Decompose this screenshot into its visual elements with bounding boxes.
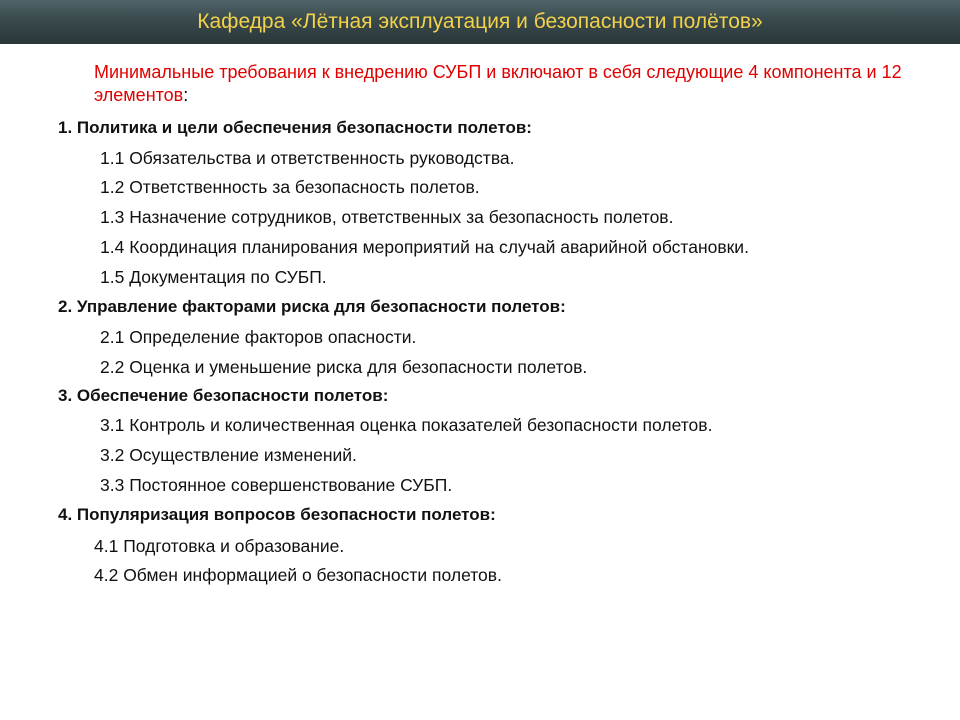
section-heading: 2. Управление факторами риска для безопасности полетов: (58, 297, 566, 316)
list-item: 3.2 Осуществление изменений. (100, 445, 357, 465)
list-item: 3.3 Постоянное совершенствование СУБП. (100, 475, 453, 495)
list-item: 4.2 Обмен информацией о безопасности полетов. (94, 565, 502, 585)
list-item: 1.1 Обязательства и ответственность руководства. (100, 148, 515, 168)
page-title: Кафедра «Лётная эксплуатация и безопасности полётов» (197, 10, 763, 33)
section-heading: 1. Политика и цели обеспечения безопасности полетов: (58, 118, 532, 137)
list-item: 1.4 Координация планирования мероприятий на случай аварийной обстановки. (100, 237, 749, 257)
list-item: 2.1 Определение факторов опасности. (100, 327, 417, 347)
list-item: 4.1 Подготовка и образование. (94, 536, 345, 556)
list-item: 1.5 Документация по СУБП. (100, 267, 327, 287)
list-item: 3.1 Контроль и количественная оценка показателей безопасности полетов. (100, 415, 713, 435)
intro-colon: : (183, 85, 189, 105)
section-heading: 3. Обеспечение безопасности полетов: (58, 386, 389, 405)
list-item: 1.3 Назначение сотрудников, ответственных за безопасность полетов. (100, 207, 674, 227)
section-heading: 4. Популяризация вопросов безопасности полетов: (58, 505, 496, 524)
list-item: 1.2 Ответственность за безопасность полетов. (100, 177, 480, 197)
list-item: 2.2 Оценка и уменьшение риска для безопасности полетов. (100, 357, 588, 377)
intro-text: Минимальные требования к внедрению СУБП и включают в себя следующие 4 компонента и 12 элементов (94, 62, 902, 105)
